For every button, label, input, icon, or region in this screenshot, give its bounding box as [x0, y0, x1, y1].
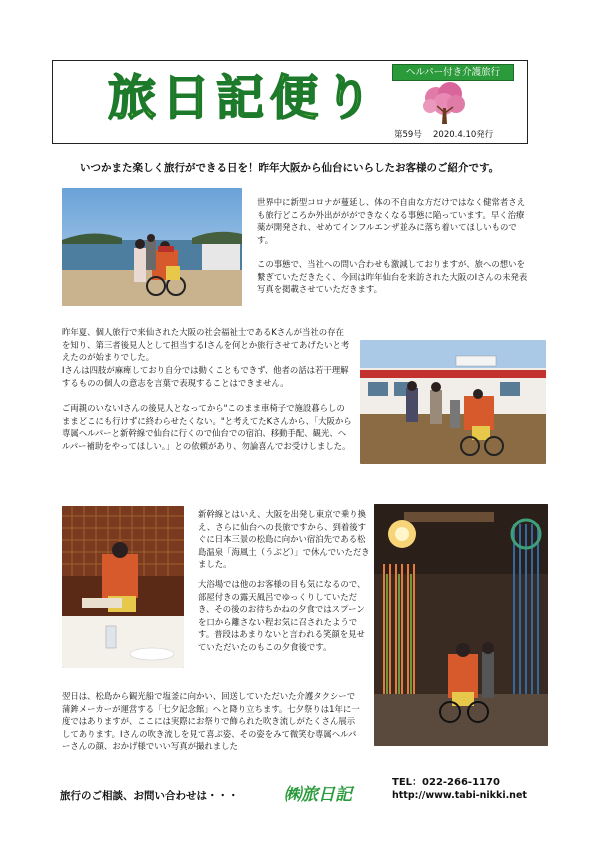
photo-sightseeing-boat	[360, 340, 546, 464]
photo-dinner	[62, 506, 184, 668]
service-badge: ヘルパー付き介護旅行	[392, 64, 514, 81]
section2-paragraph-2: Iさんは四肢が麻痺しており自分では動くこともできず、他者の話は若干理解するものの個人の意志を言葉で表現することはできません。	[62, 365, 349, 388]
section2-paragraph-1: 昨年夏、個人旅行で来仙された大阪の社会福祉士であるKさんが当社の存在を知り、第三者後見人として担当するIさんを何とか旅行させてあげたいと考えたのが始まりでした。	[62, 327, 350, 363]
section4-paragraph-1: 翌日は、松島から観光船で塩釜に向かい、回送していただいた介護タクシーで蒲鉾メーカーが運営する「七夕記念館」へと降り立ちます。七夕祭りは1年に一度ではありますが、ここには実際にお祭りで飾られた吹き流しがたくさん展示してあります。Iさんの吹き流しを見て喜ぶ姿、その姿をみて微笑む専属ヘルパーさんの顔、おかげ様でいい写真が撮れました	[62, 691, 360, 752]
newsletter-title: 旅日記便り	[108, 70, 379, 126]
website-link[interactable]: http://www.tabi-nikki.net	[392, 790, 527, 801]
section3-paragraph-2: 大浴場では他のお客様の目も気になるので、部屋付きの露天風呂でゆっくりしていただき、その後のお待ちかねの夕食ではスプーンを口から離さない程お気に召されたようです。普段はあまりないと言われる笑顔を見せていただいたのもこの夕食後です。	[198, 579, 366, 652]
photo-harbor-group	[62, 188, 242, 306]
section1-paragraph-1: 世界中に新型コロナが蔓延し、体の不自由な方だけではなく健常者さえも旅行どころか外出ががができなくなる事態に陥っています。早く治療薬が開発され、せめてインフルエンザ並みに落ち着いてほしいものです。	[257, 197, 525, 245]
issue-info: 第59号 2020.4.10発行	[394, 130, 494, 140]
photo-tanabata-museum	[374, 504, 548, 746]
phone-number: TEL：022-266-1170	[392, 777, 500, 788]
company-logo: ㈱旅日記	[284, 785, 352, 805]
section1-paragraph-2: この事態で、当社への問い合わせも激減しておりますが、旅への想いを繋ぎていただきたく、今回は昨年仙台を来訪された大阪のIさんの未発表写真を掲載させていただきます。	[257, 259, 528, 295]
cherry-blossom-tree-icon	[420, 80, 468, 126]
footer-contact-label: 旅行のご相談、お問い合わせは・・・	[60, 790, 239, 802]
section3-paragraph-1: 新幹線とはいえ、大阪を出発し東京で乗り換え、さらに仙台への長旅ですから、到着後すぐに日本三景の松島に向かい宿泊先である松島温泉「海風土（うぶど）」で休んでいただきました。	[198, 509, 370, 570]
section2-paragraph-3: ご両親のいないIさんの後見人となってから"このまま車椅子で施設暮らしのままどこにも行けずに終わらせたくない。"と考えてたKさんから、「大阪から専属ヘルパーと新幹線で仙台に行くので仙台での宿泊、移動手配、観光、ヘルパー補助をやってほしい。」との依頼があり、勿論喜んでお受けしました。	[62, 403, 352, 451]
headline: いつかまた楽しく旅行ができる日を！昨年大阪から仙台にいらしたお客様のご紹介です。	[80, 162, 500, 174]
